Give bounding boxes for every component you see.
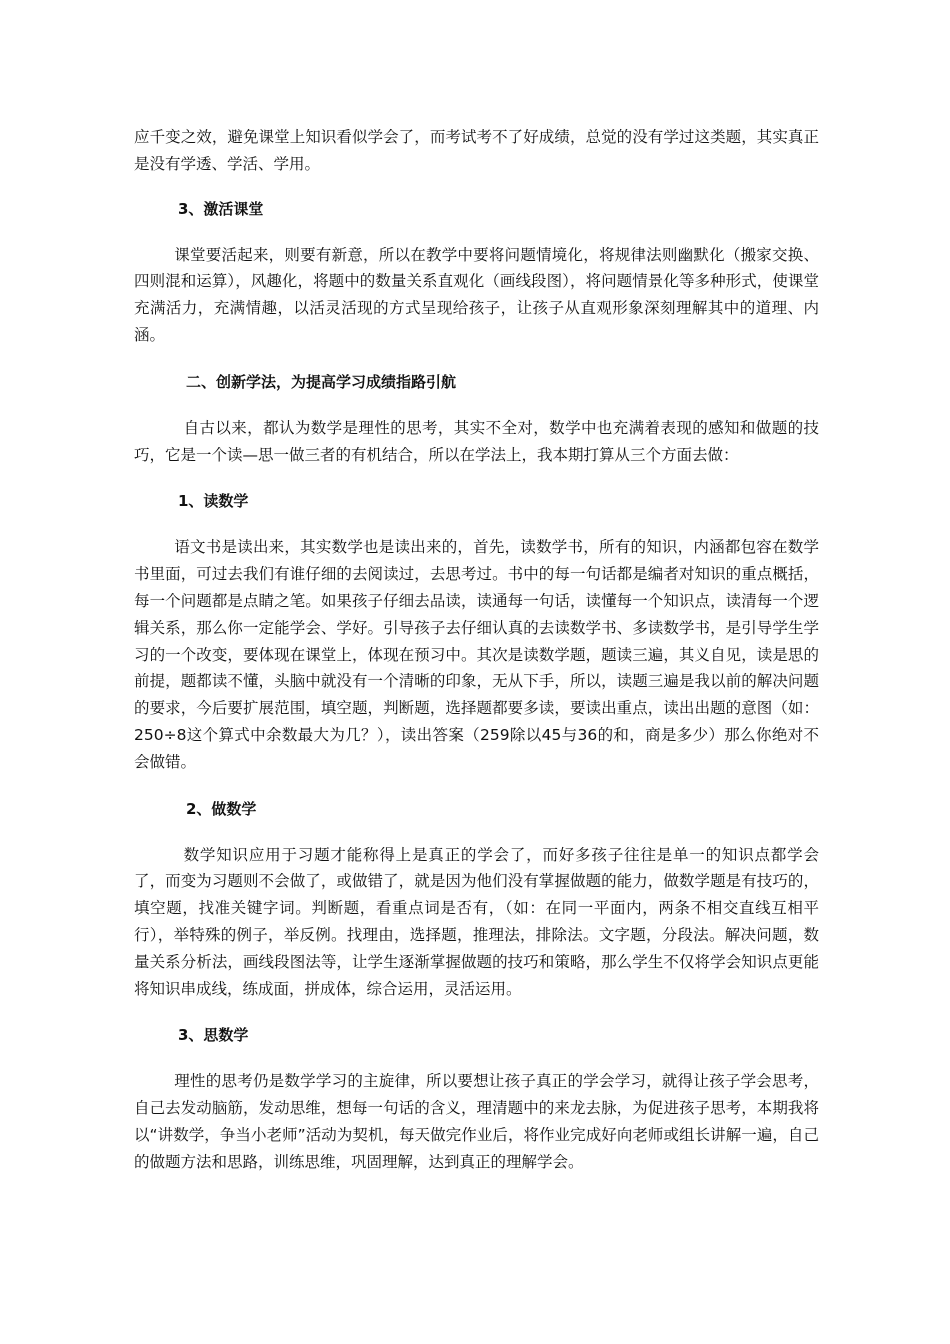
heading-think-math: 3、思数学 bbox=[178, 1026, 249, 1045]
document-page bbox=[134, 124, 819, 1176]
think-math-paragraph: 理性的思考仍是数学学习的主旋律，所以要想让孩子真正的学会学习，就得让孩子学会思考，自己去发动脑筋，发动思维，想每一句话的含义，理清题中的来龙去脉，为促进孩子思考，本期我将以“讲数学，争当小老师”活动为契机，每天做完作业后，将作业完成好向老师或组长讲解一遍，自己的做题方法和思路，训练思维，巩固理解，达到真正的理解学会。 bbox=[134, 1072, 819, 1171]
heading-activate-classroom: 3、激活课堂 bbox=[178, 199, 264, 218]
intro-paragraph: 应千变之效，避免课堂上知识看似学会了，而考试考不了好成绩，总觉的没有学过这类题，其实真正是没有学透、学活、学用。 bbox=[134, 128, 819, 173]
do-math-paragraph: 数学知识应用于习题才能称得上是真正的学会了，而好多孩子往往是单一的知识点都学会了，而变为习题则不会做了，或做错了，就是因为他们没有掌握做题的能力，做数学题是有技巧的，填空题，找准关键字词。判断题，看重点词是否有，（如：在同一平面内，两条不相交直线互相平行），举特殊的例子，举反例。找理由，选择题，推理法，排除法。文字题，分段法。解决问题，数量关系分析法，画线段图法等，让学生逐渐掌握做题的技巧和策略，那么学生不仅将学会知识点更能将知识串成线，练成面，拼成体，综合运用，灵活运用。 bbox=[134, 845, 819, 998]
read-math-paragraph: 语文书是读出来，其实数学也是读出来的，首先，读数学书，所有的知识，内涵都包容在数学书里面，可过去我们有谁仔细的去阅读过，去思考过。书中的每一句话都是编者对知识的重点概括，每一个问题都是点睛之笔。如果孩子仔细去品读，读通每一句话，读懂每一个知识点，读清每一个逻辑关系，那么你一定能学会、学好。引导孩子去仔细认真的去读数学书、多读数学书，是引导学生学习的一个改变，要体现在课堂上，体现在预习中。其次是读数学题，题读三遍，其义自见，读是思的前提，题都读不懂，头脑中就没有一个清晰的印象，无从下手，所以，读题三遍是我以前的解决问题的要求，今后要扩展范围，填空题，判断题，选择题都要多读，要读出重点，读出出题的意图（如：250÷8这个算式中余数最大为几？），读出答案（259除以45与36的和，商是多少）那么你绝对不会做错。 bbox=[134, 538, 819, 771]
heading-section-two: 二、创新学法，为提高学习成绩指路引航 bbox=[186, 372, 457, 391]
activate-classroom-paragraph: 课堂要活起来，则要有新意，所以在教学中要将问题情境化，将规律法则幽默化（搬家交换、四则混和运算），风趣化，将题中的数量关系直观化（画线段图），将问题情景化等多种形式，使课堂充满活力，充满情趣，以活灵活现的方式呈现给孩子，让孩子从直观形象深刻理解其中的道理、内涵。 bbox=[134, 245, 819, 344]
section-two-paragraph: 自古以来，都认为数学是理性的思考，其实不全对，数学中也充满着表现的感知和做题的技巧，它是一个读—思一做三者的有机结合，所以在学法上，我本期打算从三个方面去做： bbox=[134, 418, 819, 464]
heading-do-math: 2、做数学 bbox=[186, 799, 257, 818]
heading-read-math: 1、读数学 bbox=[178, 492, 249, 511]
